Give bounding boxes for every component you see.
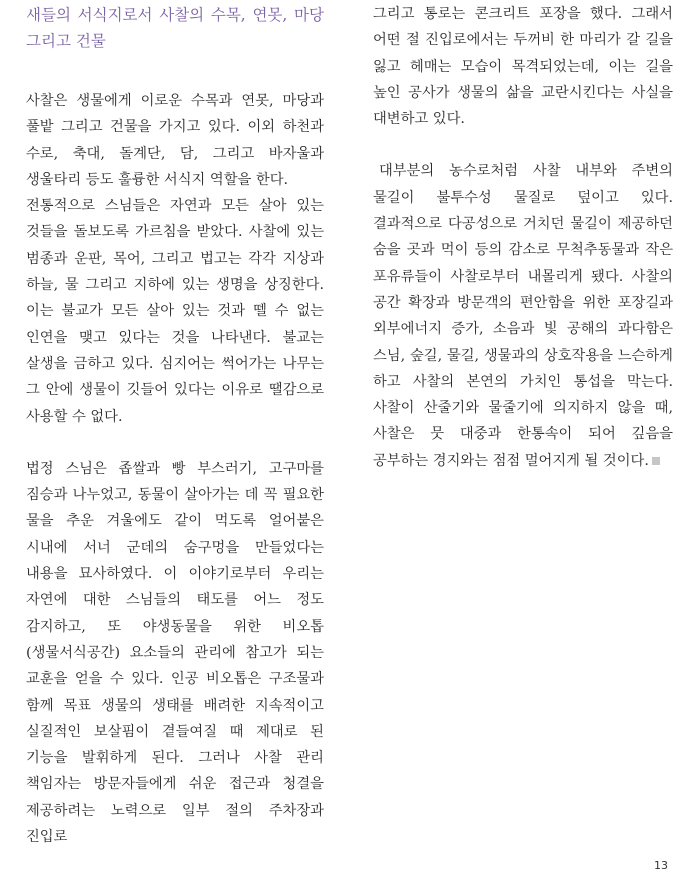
- end-of-article-mark: [652, 457, 660, 465]
- page-number: 13: [654, 859, 668, 872]
- section-heading: 새들의 서식지로서 사찰의 수목, 연못, 마당 그리고 건물: [26, 6, 324, 50]
- right-column: [373, 0, 673, 474]
- body-paragraph-5-text: 대부분의 농수로처럼 사찰 내부와 주변의 물길이 불투수성 물질로 덮이고 있다. 결과적으로 다공성으로 거치던 물길이 제공하던 숨을 곳과 먹이 등의 감소로 무척추동물과 작은 포유류들이 사찰로부터 내몰리게 됐다. 사찰의 공간 확장과 방문객의 편안함을 위한 포장길과 외부에너지 증가, 소음과 빛 공해의 과다함은 스님, 숲길, 물길, 생물과의 상호작용을 느슨하게 하고 사찰의 본연의 가치인 통섭을 막는다. 사찰이 산줄기와 물줄기에 의지하지 않을 때, 사찰은 뭇 대중과 한통속이 되어 깊음을 공부하는 경지와는 점점 멀어지게 될 것이다.: [373, 163, 673, 469]
- body-paragraph-5: [373, 158, 673, 474]
- body-paragraph-1: 사찰은 생물에게 이로운 수목과 연못, 마당과 풀밭 그리고 건물을 가지고 있다. 이외 하천과 수로, 축대, 돌계단, 담, 그리고 바자울과 생울타리 등도 훌륭한 서식지 역할을 한다.: [26, 93, 324, 188]
- body-paragraph-2: 전통적으로 스님들은 자연과 모든 살아 있는 것들을 돌보도록 가르침을 받았다. 사찰에 있는 범종과 운판, 목어, 그리고 법고는 각각 지상과 하늘, 물 그리고 지하에 있는 생명을 상징한다. 이는 불교가 모든 살아 있는 것과 뗄 수 없는 인연을 맺고 있다는 것을 나타낸다. 불교는 살생을 금하고 있다. 심지어는 썩어가는 나무는 그 안에 생물이 깃들어 있다는 이유로 땔감으로 사용할 수 없다.: [26, 198, 324, 425]
- body-paragraph-4: 그리고 통로는 콘크리트 포장을 했다. 그래서 어떤 절 진입로에서는 두꺼비 한 마리가 갈 길을 잃고 헤매는 모습이 목격되었는데, 이는 길을 높인 공사가 생물의 삶을 교란시킨다는 사실을 대변하고 있다.: [373, 6, 673, 128]
- left-column: [26, 0, 324, 850]
- body-paragraph-3: 법정 스님은 좁쌀과 빵 부스러기, 고구마를 짐승과 나누었고, 동물이 살아가는 데 꼭 필요한 물을 추운 겨울에도 같이 먹도록 얼어붙은 시내에 서너 군데의 숨구멍을 만들었다는 내용을 묘사하였다. 이 이야기로부터 우리는 자연에 대한 스님들의 태도를 어느 정도 감지하고, 또 야생동물을 위한 비오톱(생물서식공간) 요소들의 관리에 참고가 되는 교훈을 얻을 수 있다. 인공 비오톱은 구조물과 함께 목표 생물의 생태를 배려한 지속적이고 실질적인 보살핌이 곁들여질 때 제대로 된 기능을 발휘하게 된다. 그러나 사찰 관리 책임자는 방문자들에게 쉬운 접근과 청결을 제공하려는 노력으로 일부 절의 주차장과 진입로: [26, 460, 324, 846]
